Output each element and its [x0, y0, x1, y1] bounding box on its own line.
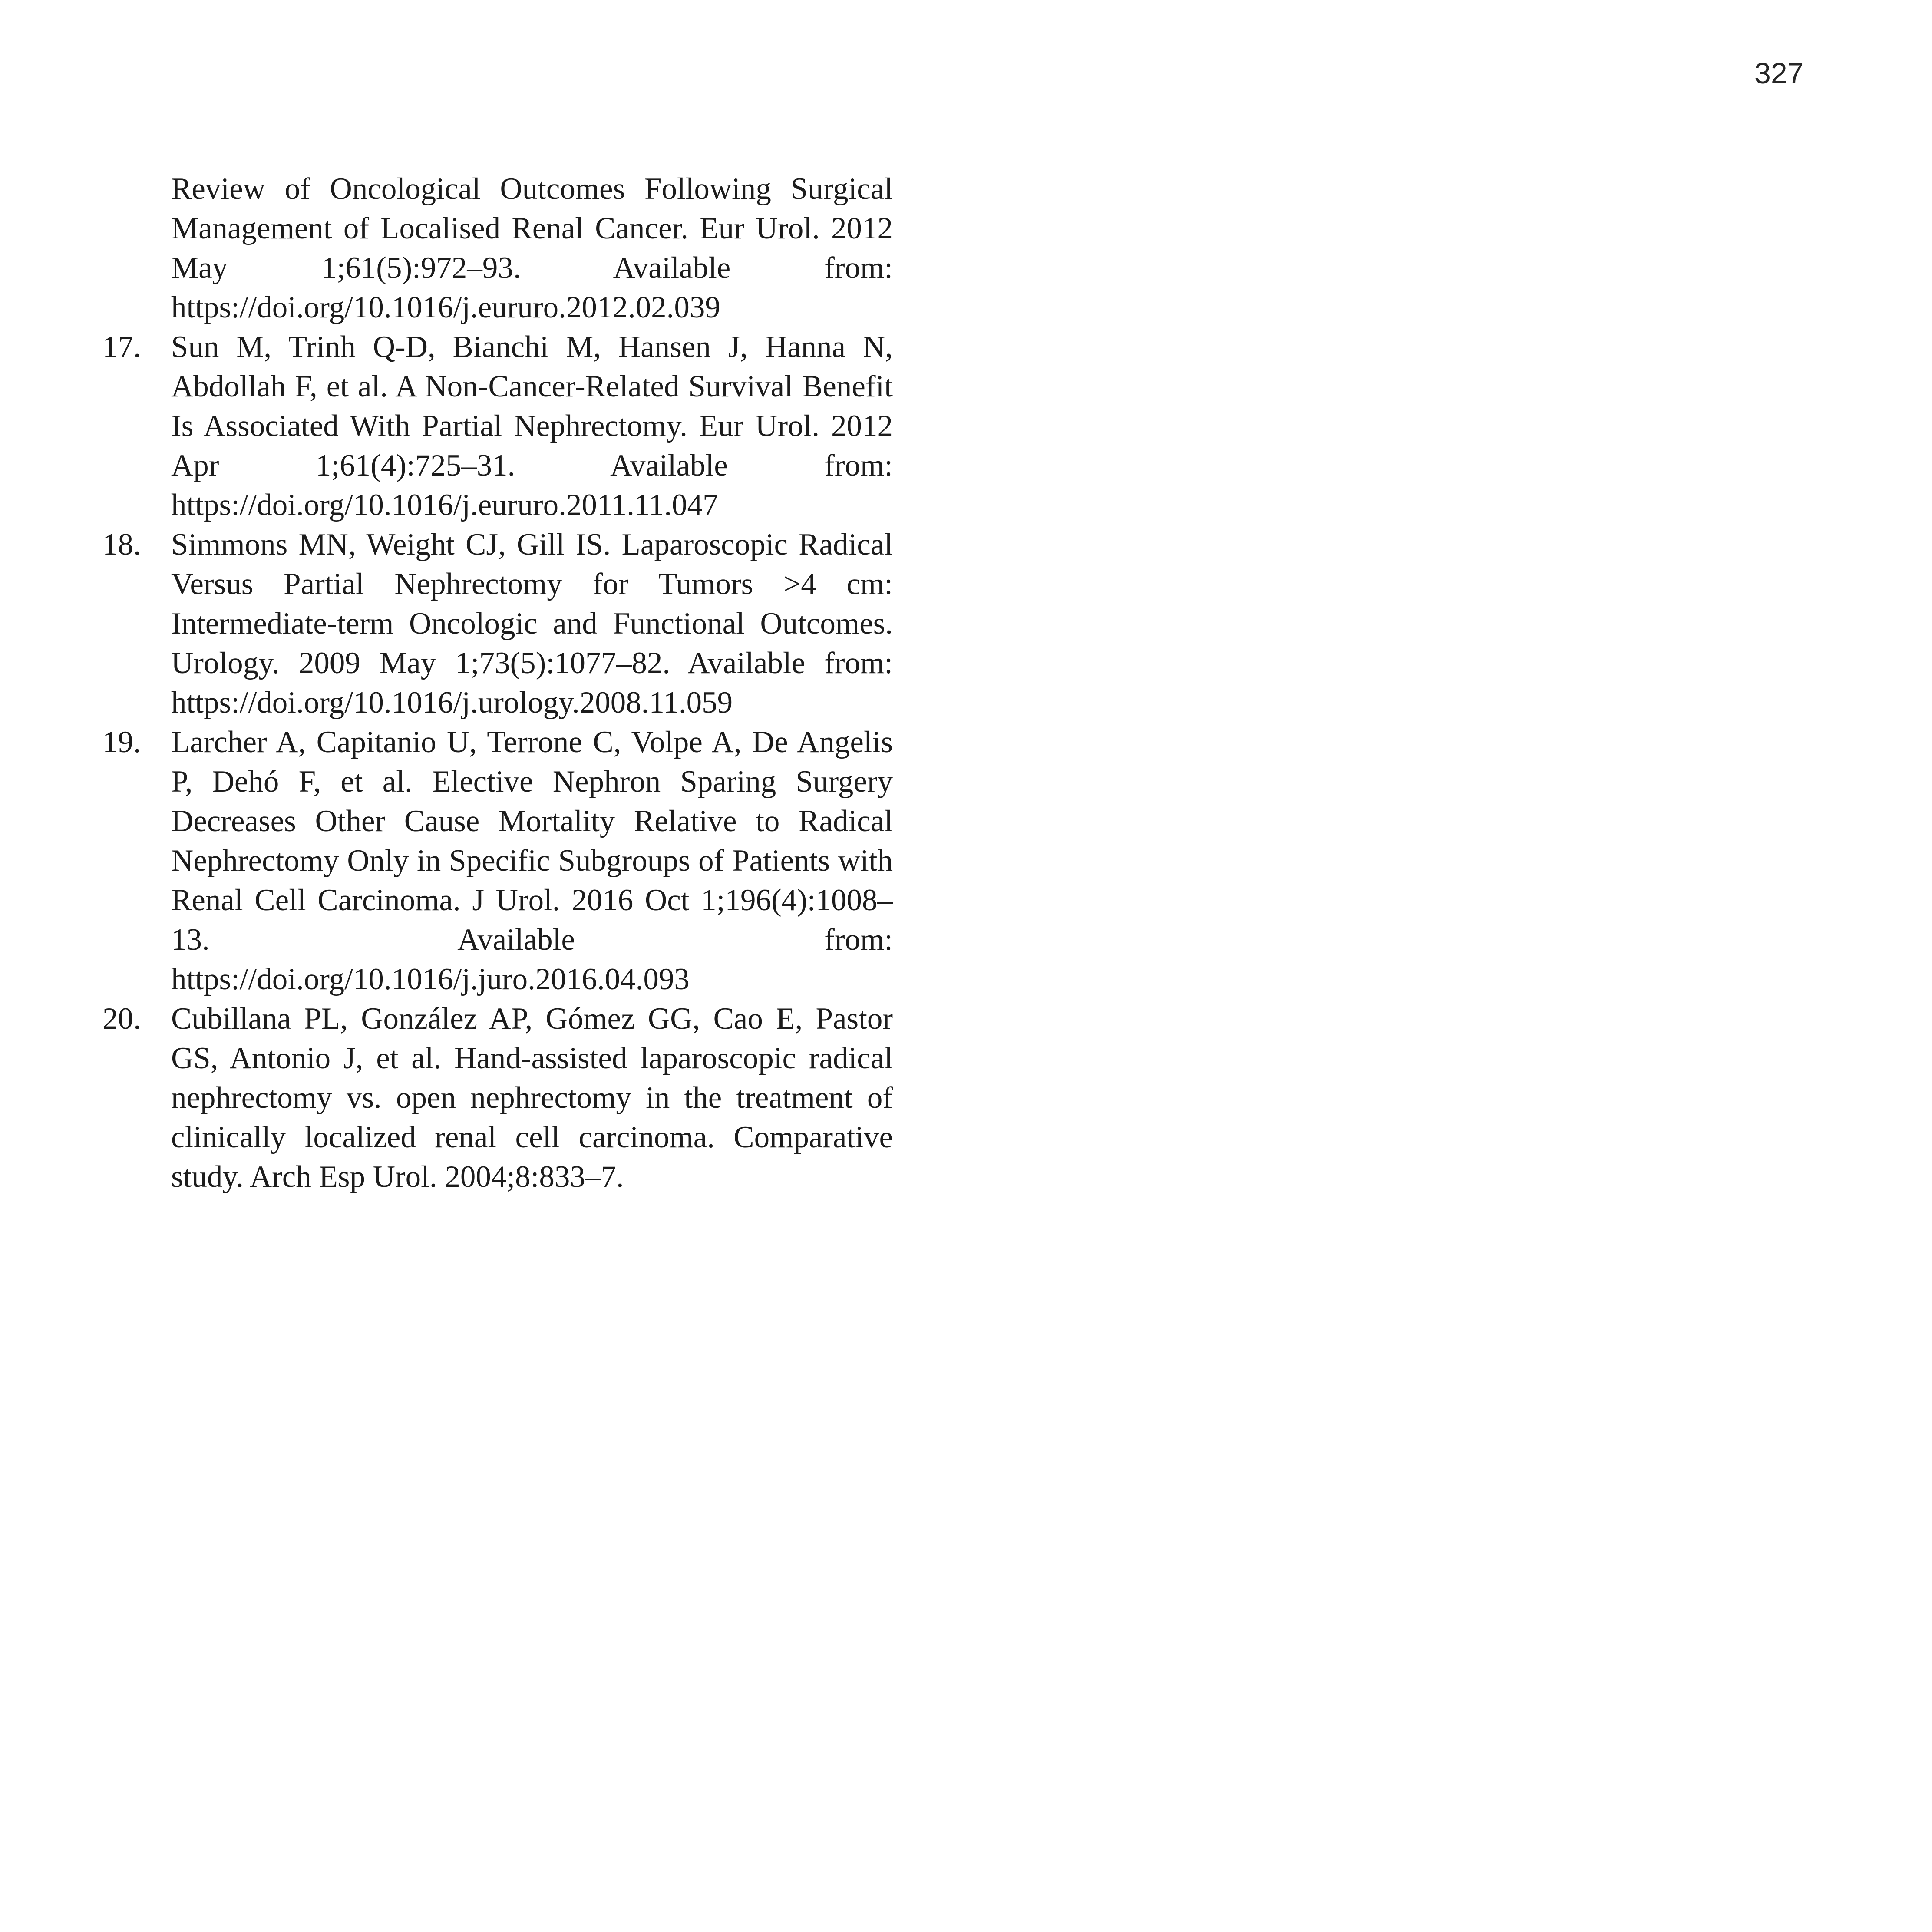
reference-text: Review of Oncological Outcomes Following Surgical Management of Localised Renal Cancer. Eur Urol. 2012 May 1;61(5):972–93. Available from: https://doi.org/10.1016/j.eururo.2012.02.039: [171, 172, 893, 324]
reference-item-17: [102, 327, 893, 525]
reference-list: [102, 169, 893, 1197]
reference-item-18: [102, 525, 893, 723]
reference-number: 18.: [102, 528, 141, 561]
reference-number: 17.: [102, 330, 141, 364]
reference-number: 20.: [102, 1002, 141, 1036]
reference-text: Simmons MN, Weight CJ, Gill IS. Laparoscopic Radical Versus Partial Nephrectomy for Tumors >4 cm: Intermediate-term Oncologic and Functional Outcomes. Urology. 2009 May 1;73(5):1077–82. Available from: https://doi.org/10.1016/j.urology.2008.11.059: [171, 528, 893, 720]
reference-item-16-continued: [102, 169, 893, 327]
reference-number: 19.: [102, 725, 141, 759]
reference-item-20: [102, 999, 893, 1197]
reference-text: Sun M, Trinh Q-D, Bianchi M, Hansen J, Hanna N, Abdollah F, et al. A Non-Cancer-Related Survival Benefit Is Associated With Partial Nephrectomy. Eur Urol. 2012 Apr 1;61(4):725–31. Available from: https://doi.org/10.1016/j.eururo.2011.11.047: [171, 330, 893, 522]
reference-text: Larcher A, Capitanio U, Terrone C, Volpe A, De Angelis P, Dehó F, et al. Elective Nephron Sparing Surgery Decreases Other Cause Mortality Relative to Radical Nephrectomy Only in Specific Subgroups of Patients with Renal Cell Carcinoma. J Urol. 2016 Oct 1;196(4):1008–13. Available from: https://doi.org/10.1016/j.juro.2016.04.093: [171, 725, 893, 996]
reference-item-19: [102, 723, 893, 999]
page-number: 327: [1754, 57, 1804, 90]
reference-text: Cubillana PL, González AP, Gómez GG, Cao E, Pastor GS, Antonio J, et al. Hand-assisted laparoscopic radical nephrectomy vs. open nephrectomy in the treatment of clinically localized renal cell carcinoma. Comparative study. Arch Esp Urol. 2004;8:833–7.: [171, 1002, 893, 1194]
